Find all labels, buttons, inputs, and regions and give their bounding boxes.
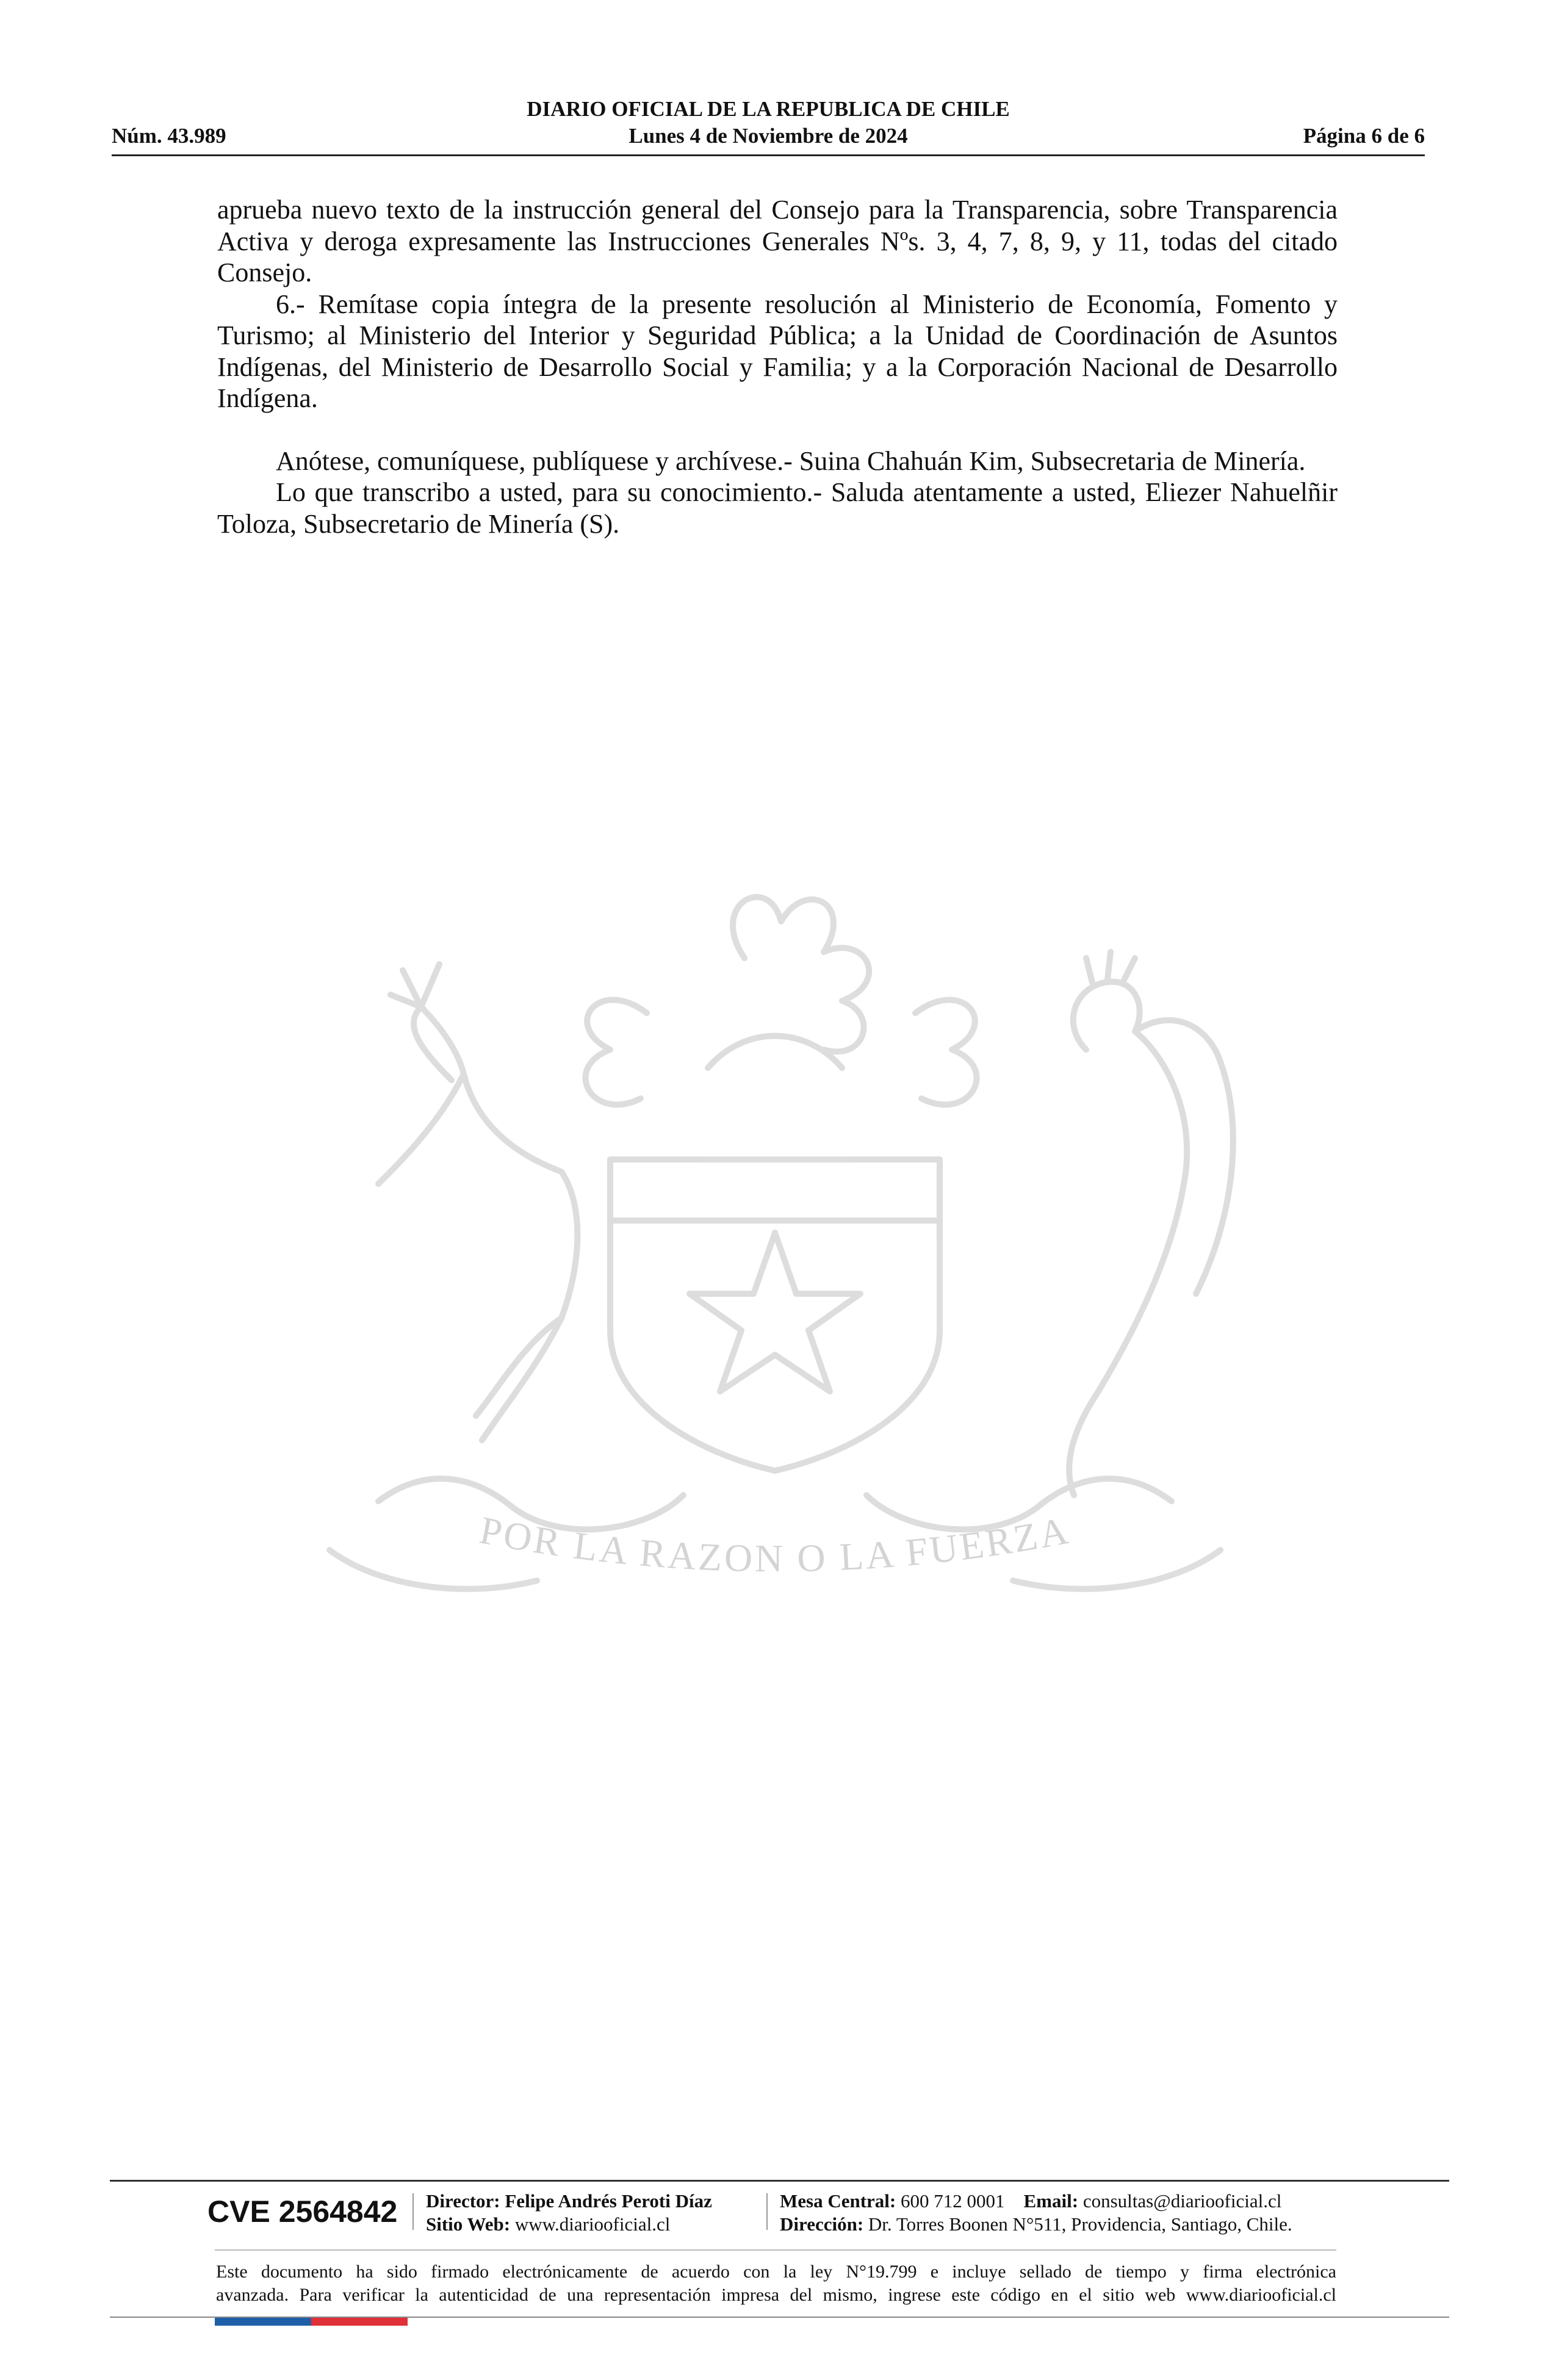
document-body	[217, 194, 1338, 539]
motto-text: POR LA RAZON O LA FUERZA	[476, 1508, 1074, 1581]
email-label: Email:	[1023, 2190, 1079, 2212]
paragraph-closing: Anótese, comuníquese, publíquese y archívese.- Suina Chahuán Kim, Subsecretaria de Minería.	[276, 445, 1306, 476]
page-footer	[0, 2180, 1556, 2363]
footer-contact-block	[780, 2190, 1292, 2236]
legal-notice-line: Este documento ha sido firmado electrónicamente de acuerdo con la ley N°19.799 e incluye sellado de tiempo y firma electrónica	[216, 2262, 1336, 2282]
flag-stripe-blue	[215, 2318, 311, 2326]
email-link[interactable]: consultas@diariooficial.cl	[1082, 2190, 1282, 2212]
director-label: Director:	[426, 2190, 500, 2212]
website-link[interactable]: www.diariooficial.cl	[514, 2213, 671, 2235]
phone-number: 600 712 0001	[901, 2190, 1005, 2212]
footer-separator	[412, 2193, 414, 2230]
website-label: Sitio Web:	[426, 2213, 511, 2235]
page-header	[112, 95, 1425, 154]
issue-number: Núm. 43.989	[112, 124, 226, 148]
legal-notice-line: avanzada. Para verificar la autenticidad de una representación impresa del mismo, ingrese este código en el sitio web www.diariooficial.cl	[216, 2285, 1336, 2305]
page-number: Página 6 de 6	[1303, 124, 1425, 148]
coat-of-arms-watermark	[220, 867, 1330, 1666]
newspaper-title: DIARIO OFICIAL DE LA REPUBLICA DE CHILE	[527, 97, 1010, 121]
paragraph-article-6: 6.- Remítase copia íntegra de la presente resolución al Ministerio de Economía, Fomento y Turismo; al Ministerio del Interior y Seguridad Pública; a la Unidad de Coordinación de Asuntos Indígenas, del Ministerio de Desarrollo Social y Familia; y a la Corporación Nacional de Desarrollo Indígena.	[217, 289, 1338, 413]
flag-stripe	[215, 2318, 408, 2326]
address-value: Dr. Torres Boonen N°511, Providencia, Santiago, Chile.	[868, 2213, 1292, 2235]
director-name: Felipe Andrés Peroti Díaz	[505, 2190, 712, 2212]
phone-label: Mesa Central:	[780, 2190, 896, 2212]
footer-divider-middle	[215, 2249, 1336, 2251]
header-divider	[112, 154, 1425, 156]
flag-stripe-red	[311, 2318, 408, 2326]
footer-separator	[766, 2193, 768, 2230]
paragraph-transcription: Lo que transcribo a usted, para su conocimiento.- Saluda atentamente a usted, Eliezer Nahuelñir Toloza, Subsecretario de Minería (S).	[217, 477, 1338, 539]
footer-director-block	[426, 2190, 712, 2236]
paragraph-continuation: aprueba nuevo texto de la instrucción general del Consejo para la Transparencia, sobre Transparencia Activa y deroga expresamente las Instrucciones Generales Nºs. 3, 4, 7, 8, 9, y 11, todas del citado Consejo.	[217, 195, 1338, 287]
legal-notice	[216, 2260, 1336, 2307]
address-label: Dirección:	[780, 2213, 864, 2235]
cve-code: CVE 2564842	[207, 2194, 398, 2229]
issue-date: Lunes 4 de Noviembre de 2024	[629, 124, 908, 148]
footer-divider-top	[110, 2180, 1449, 2182]
